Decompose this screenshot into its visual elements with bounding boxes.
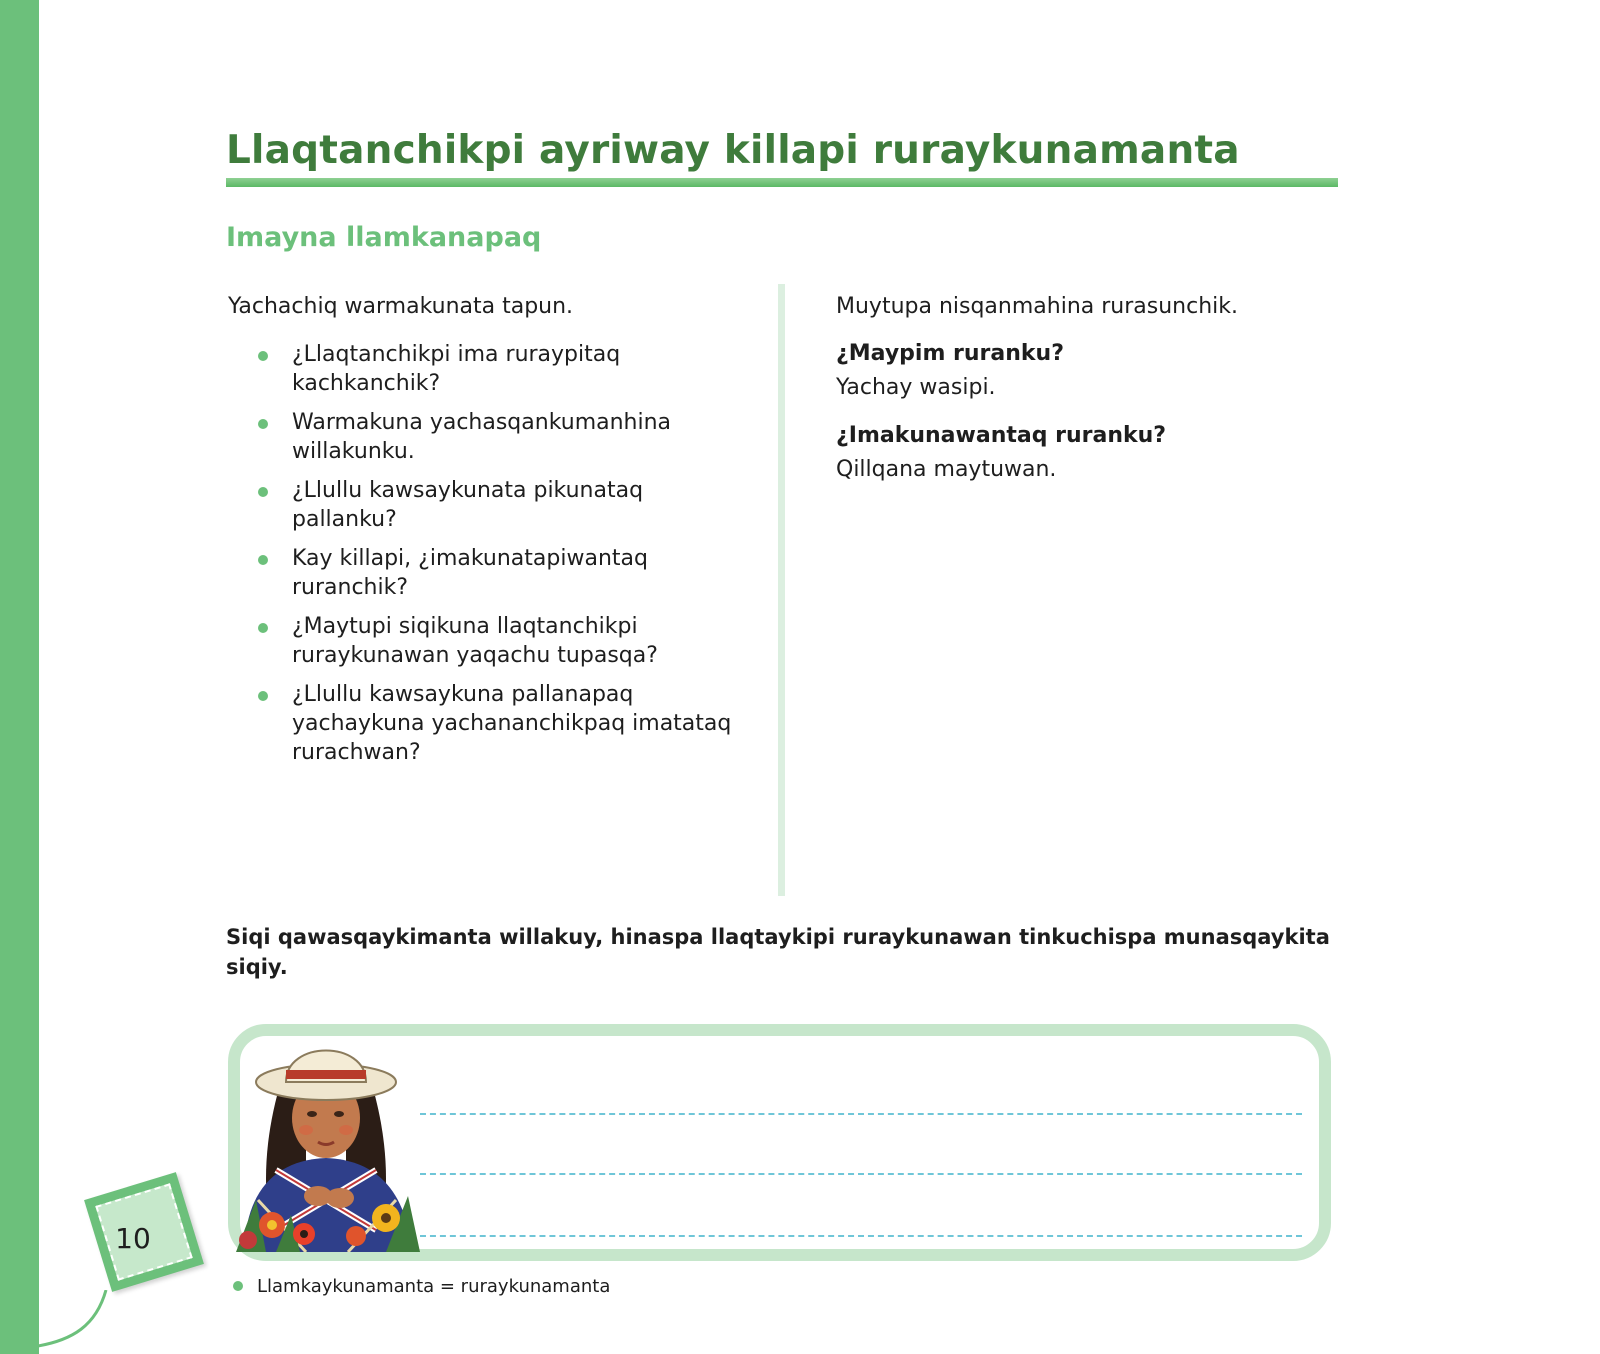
title-underline: [226, 178, 1338, 187]
list-item-text: Warmakuna yachasqankumanhina willakunku.: [292, 410, 672, 464]
footnote-text: Llamkaykunamanta = ruraykunamanta: [257, 1276, 611, 1297]
writing-line-3[interactable]: [420, 1235, 1302, 1237]
list-item: [228, 612, 748, 670]
list-item-text: ¿Llaqtanchikpi ima ruraypitaq kachkanchik?: [292, 342, 621, 396]
page-number: 10: [115, 1222, 151, 1255]
bullet-dot-icon: [258, 623, 268, 633]
writing-line-2[interactable]: [420, 1173, 1302, 1175]
bullet-dot-icon: [233, 1281, 243, 1291]
question-list: [228, 340, 748, 767]
list-item-text: ¿Maytupi siqikuna llaqtanchikpi ruraykunawan yaqachu tupasqa?: [292, 614, 658, 668]
list-item: [228, 680, 748, 767]
bullet-dot-icon: [258, 555, 268, 565]
footnote: [233, 1276, 610, 1297]
list-item-text: ¿Llullu kawsaykuna pallanapaq yachaykuna yachananchikpaq imatataq rurachwan?: [292, 682, 732, 765]
question-2: ¿Imakunawantaq ruranku?: [836, 423, 1167, 448]
bullet-dot-icon: [258, 691, 268, 701]
page-title: Llaqtanchikpi ayriway killapi ruraykunamanta: [226, 128, 1240, 173]
answer-2: Qillqana maytuwan.: [836, 457, 1057, 482]
girl-with-hat-and-flowers-illustration: [236, 1020, 424, 1252]
list-item: [228, 544, 748, 602]
column-divider: [778, 284, 785, 896]
writing-line-1[interactable]: [420, 1113, 1302, 1115]
question-1: ¿Maypim ruranku?: [836, 341, 1064, 366]
kite-string: [38, 1290, 118, 1354]
list-item: [228, 340, 748, 398]
drawing-instruction: Siqi qawasqaykimanta willakuy, hinaspa llaqtaykipi ruraykunawan tinkuchispa munasqaykita siqiy.: [226, 925, 1330, 979]
bullet-dot-icon: [258, 419, 268, 429]
list-item: [228, 476, 748, 534]
right-column: [836, 292, 1336, 503]
green-side-bar: [0, 0, 39, 1354]
left-intro: Yachachiq warmakunata tapun.: [228, 294, 574, 319]
list-item-text: ¿Llullu kawsaykunata pikunataq pallanku?: [292, 478, 644, 532]
bullet-dot-icon: [258, 351, 268, 361]
section-subtitle: Imayna llamkanapaq: [226, 222, 542, 253]
list-item: [228, 408, 748, 466]
left-column: [228, 292, 748, 777]
answer-1: Yachay wasipi.: [836, 375, 996, 400]
right-intro: Muytupa nisqanmahina rurasunchik.: [836, 294, 1238, 319]
bullet-dot-icon: [258, 487, 268, 497]
list-item-text: Kay killapi, ¿imakunatapiwantaq ruranchik?: [292, 546, 648, 600]
